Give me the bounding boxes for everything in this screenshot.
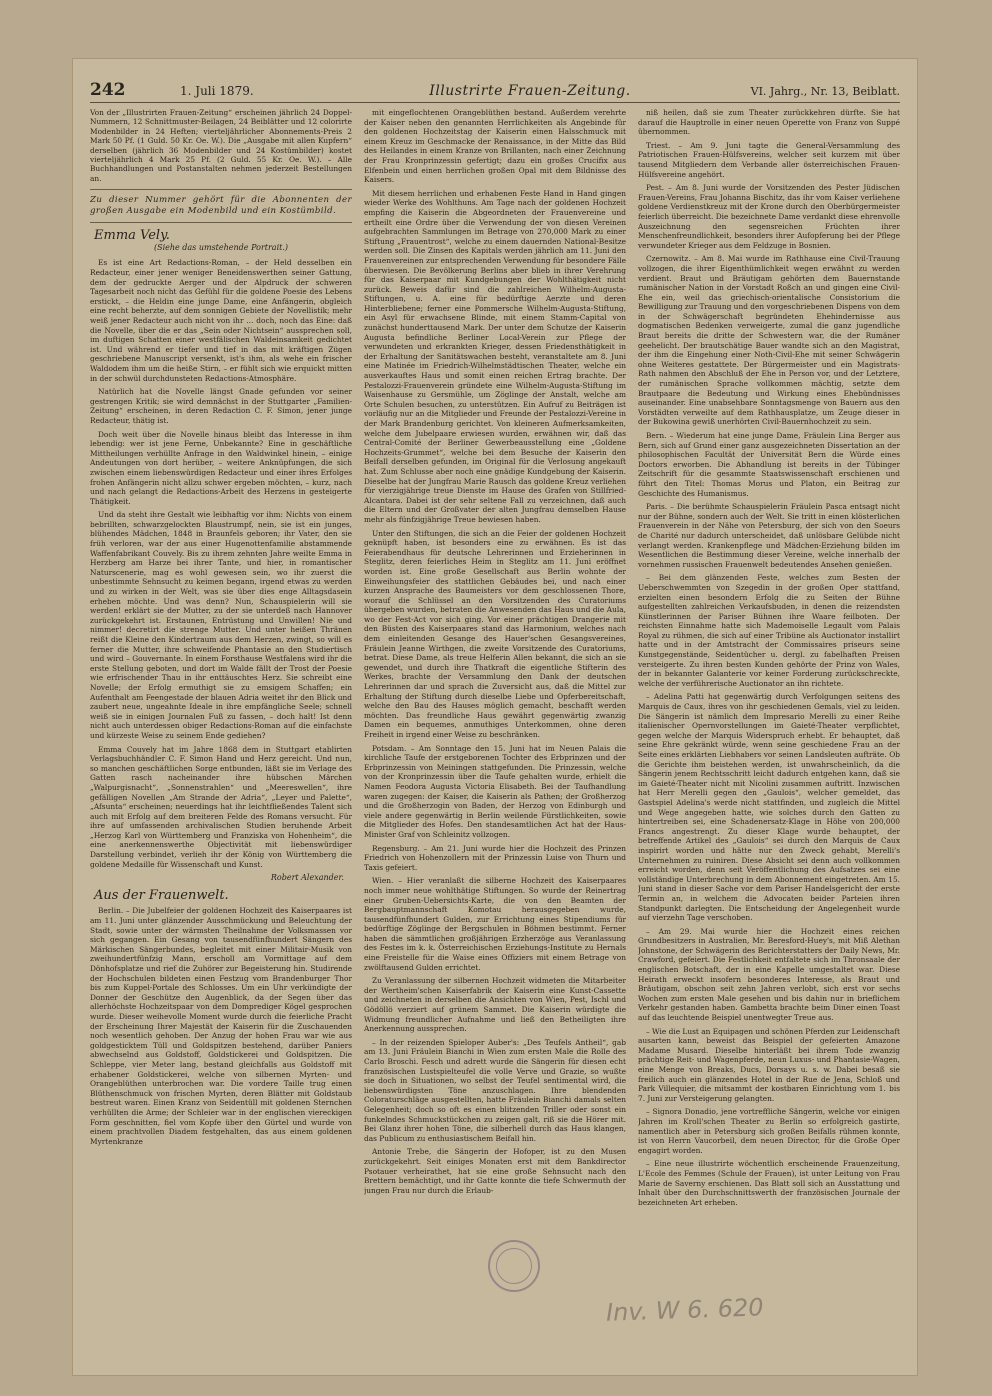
- paragraph: Berlin. – Die Jubelfeier der goldenen Hochzeit des Kaiserpaares ist am 11. Juni unter glänzender Ausschmückung und Beleuchtung der Stadt, sowie unter der wärmsten Theilnahme der Volksmassen vor sich gegangen. Ein Gesang von tausendfünfhundert Sängern des Märkischen Sängerbundes, begleitet mit einer Militair-Musik von zweihundertfünfzig Mann, erscholl am Vormittage auf dem Dönhofsplatze und rief die Zuhörer zur Begeisterung hin. Studirende der Hochschulen bildeten einen Festzug vom Brandenburger Thor bis zum Kuppel-Portale des Schlosses. Um ein Uhr verkündigte der Donner der Geschütze den Augenblick, da der Segen über das allerhöchste Hochzeitspaar von dem Domprediger Kögel gesprochen wurde. Dieser weihevolle Moment wurde durch die feierliche Pracht der Erscheinung Ihrer Majestät der Kaiserin für die Zuschauenden noch wesentlich gehoben. Der Anzug der hohen Frau war wie aus goldgesticktem Tüll und Goldspitzen bestehend, darüber Paniers abwechselnd aus Goldstoff, Goldstickerei und Goldspitzen. Die Schleppe, vier Meter lang, bestand gleichfalls aus Goldstoff mit erhabener Goldstickerei, welche von silbernen Myrten- und Orangeblüthen unterbrochen war. Die vordere Taille trug einen Blüthenschmuck von frischen Myrten, deren Blätter mit Goldstaub bestreut waren. Einen Kranz von Seidentüll mit goldenen Sternchen verhüllten die Arme; der Schleier war in der englischen viereckigen Form geschnitten, fiel vom Kopfe über den Gürtel und wurde von einem prachtvollen Diadem festgehalten, das aus einem goldenen Myrtenkranze: [90, 906, 352, 1146]
- paragraph: Unter den Stiftungen, die sich an die Feier der goldenen Hochzeit geknüpft haben, ist besonders eine zu erwähnen. Es ist das Feierabendhaus für deutsche Lehrerinnen und Erzieherinnen in Steglitz, deren feierliches Heim in Steglitz am 11. Juni eröffnet worden ist. Eine große Gesellschaft aus Berlin wohnte der Einweihungsfeier des stattlichen Gebäudes bei, und nach einer kurzen Ansprache des Baumeisters vor dem geschlossenen Thore, worauf die Schlüssel an den Vorsitzenden des Curatoriums übergeben wurden, betraten die Anwesenden das Haus und die Aula, wo der Fest-Act vor sich ging. Vor einer prächtigen Drangerie mit den Büsten des Kaiserpaares stand das Harmonium, welches nach dem einleitenden Gesange des Hauer'schen Gesangsvereines, Fräulein Jeanne Wirthgen, die zweite Vorsitzende des Curatoriums, betrat. Diese Dame, als treue Helferin Allen bekannt, die sich an sie gewendet, und durch ihre Thatkraft die eigentliche Stifterin des Werkes, brachte der Versammlung den Dank der deutschen Lehrerinnen dar und sprach die Zuversicht aus, daß die Mittel zur Erhaltung der Stiftung durch dieselbe Liebe und Opferbereitschaft, welche den Bau des Hauses möglich gemacht, beschafft werden möchten. Das freundliche Haus gewährt gegenwärtig zwanzig Damen ein bequemes, anmuthiges Unterkommen, ohne deren Freiheit in irgend einer Weise zu beschränken.: [364, 528, 626, 739]
- newspaper-page: [72, 58, 918, 1376]
- library-stamp-icon: [488, 1240, 540, 1292]
- paragraph: – Eine neue illustrirte wöchentlich erscheinende Frauenzeitung, L'Ecole des Femmes (Schule der Frauen), ist unter Leitung von Frau Marie de Saverny erschienen. Das Blatt soll sich an Ausstattung und Inhalt über den Durchschnittswerth der französischen Journale der bezeichneten Art erheben.: [638, 1159, 900, 1207]
- stamp-ring: [496, 1248, 532, 1284]
- paragraph: Czernowitz. – Am 8. Mai wurde im Rathhause eine Civil-Trauung vollzogen, die ihrer Eigenthümlichkeit wegen erwähnt zu werden verdient. Braut und Bräutigam gehörten dem Bauernstande rumänischer Nation in der Vorstadt Roßch an und gingen eine Civil-Ehe ein, weil das griechisch-orientalische Consistorium die Bewilligung zur Trauung und den vorgeschriebenen Dispens von dem in der Schwägerschaft begründeten Ehehindernisse aus dogmatischen Bedenken verweigerte, zumal die ganz jugendliche Braut bereits die dritte der Schwestern war, die der Rumäner geehelicht. Der brautschätige Bauer wandte sich an den Magistrat, der ihm die Eingehung einer Noth-Civil-Ehe mit seiner Schwägerin ohne Weiteres gestattete. Der Bürgermeister und ein Magistrats-Rath nahmen den Abschluß der Ehe in Person vor, und der Letztere, der rumänischen Sprache vollkommen mächtig, setzte dem Brautpaare die Bedeutung und Wirkung eines Ehebündnisses auseinander. Eine unabsehbare Sonntagsmenge von Bauern aus den Vorstädten verweilte auf dem Rathhausplatze, um Zeuge dieser in der Bukowina gewiß unerhörten Civil-Bauernhochzeit zu sein.: [638, 254, 900, 427]
- paragraph: Zu Veranlassung der silbernen Hochzeit widmeten die Mitarbeiter der Wertheim'schen Kaiserfabrik der Kaiserin eine Kunst-Cassette und zeichneten in derselben die Ansichten von Wien, Pest, Ischl und Gödöllö verziert auf grünem Sammet. Die Kaiserin würdigte die Widmung freundlicher Aufnahme und ließ den Betheiligten ihre Anerkennung aussprechen.: [364, 976, 626, 1034]
- column-left: [90, 108, 352, 1356]
- paragraph: Wien. – Hier veranlaßt die silberne Hochzeit des Kaiserpaares noch immer neue wohlthätige Stiftungen. So wurde der Reinertrag einer Gruben-Uebersichts-Karte, die von den Beamten der Bergbauptmannschaft Komotau herausgegeben wurde, tausendfünfhundert Gulden, zur Errichtung eines Stipendiums für bedürftige Zöglinge der Bergschulen in Böhmen bestimmt. Ferner haben die sämmtlichen großjährigen Erzherzöge aus Veranlassung des Festes im k. k. Österreichischen Erziehungs-Institute zu Hernals eine Freistelle für die Waise eines Offiziers mit einem Betrage von zwölftausend Gulden errichtet.: [364, 876, 626, 972]
- paragraph: – Bei dem glänzenden Feste, welches zum Besten der Ueberschwemmten von Szegedin in der großen Oper stattfand, erzielten einen besondern Erfolg die zu Seiten der Bühne aufgestellten zahlreichen Verkaufsbuden, in denen die reizendsten Künstlerinnen der Pariser Bühnen ihre Waare feilboten. Der reichsten Einnahme hatte sich Mademoiselle Legault vom Palais Royal zu rühmen, die sich auf einer Tribüne als Auctionator installirt hatte und in der Amtstracht der Commissaires priseurs seine Kunstgegenstände, Seidentücher u. dergl. zu fabelhaften Preisen versteigerte. Zu ihren besten Kunden gehörte der Prinz von Wales, der in bekannter Galanterie vor keiner Forderung zurückschreckte, welche der verführerische Auctionator an ihn richtete.: [638, 573, 900, 688]
- paragraph: Bern. – Wiederum hat eine junge Dame, Fräulein Lina Berger aus Bern, sich auf Grund einer ganz ausgezeichneten Dissertation an der philosophischen Facultät der Universität Bern die Würde eines Doctors erworben. Die Abhandlung ist bereits in der Tübinger Zeitschrift für die gesammte Staatswissenschaft erschienen und führt den Titel: Thomas Morus und Platon, ein Beitrag zur Geschichte des Humanismus.: [638, 431, 900, 498]
- paragraph: Doch weit über die Novelle hinaus bleibt das Interesse in ihm lebendig: wer ist jene Ferne, Unbekannte? Eine in geschäftliche Mittheilungen verhüllte Anfrage in den Waldwinkel hinein, – einige Andeutungen von dort herüber, – weitere Anknüpfungen, die sich zwischen einem liebenswürdigen Redacteur und einer ihres Erfolges frohen Anfängerin nicht allzu schwer ergeben möchten, – kurz, nach und nach gelangt die Redactions-Arbeit des Herzens in gesteigerte Thätigkeit.: [90, 429, 352, 506]
- paragraph: Es ist eine Art Redactions-Roman, – der Held desselben ein Redacteur, einer jener weniger Beneidenswerthen seiner Gattung, dem der gedruckte Aerger und der Alpdruck der schweren Tagesarbeit noch nicht das Gefühl für die goldene Poesie des Lebens erstickt, – die Heldin eine junge Dame, eine Anfängerin, obgleich eine recht beherzte, auf dem sonnigen Gebiete der Novellistik; mehr weiß jener Redacteur auch nicht von ihr … doch, noch das Eine: daß die Novelle, über die er das „Sein oder Nichtsein“ aussprechen soll, im duftigen Schatten einer westfälischen Waldeinsamkeit gedichtet ist. Und während er tiefer und tief in das mit kräftigen Zügen geschriebene Manuscript versenkt, ist's ihm, als wehe ein frischer Waldodem ihm um die heiße Stirn, – er fühlt sich wie erquickt mitten in der schwül durchdunsteten Redactions-Atmosphäre.: [90, 258, 352, 383]
- paragraph: Und da steht ihre Gestalt wie leibhaftig vor ihm: Nichts von einem bebrillten, schwarzgelockten Blaustrumpf, nein, sie ist ein junges, blühendes Mädchen, 1848 in Braunfels geboren; ihr Vater, den sie früh verloren, war der aus einer Hugenottenfamilie abstammende Waffenfabrikant Couvely. Bis zu ihrem zehnten Jahre weilte Emma in Herzberg am Harze bei ihrer Tante, und hier, in romantischer Naturscenerie, mag es wohl gewesen sein, wo ihr zuerst die unbestimmte Sehnsucht zu keimen begann, irgend etwas zu werden und zu wirken in der Welt, was sie über dies enge Alltagsdasein erheben möchte. Und was denn? Nun, Schauspielerin will sie werden! erklärt sie der Mutter, zu der sie unterdeß nach Hannover zurückgekehrt ist. Erstaunen, Entrüstung und Unwillen! Nie und nimmer! decretirt die strenge Mutter. Und unter heißen Thränen reißt die Kleine den Kindertraum aus dem Herzen, zwingt, so will es ferner die Mutter, ihre schweifende Phantasie an den Studiertisch und wird – Gouvernante. In einem Forsthause Westfalens wird ihr die erste Stellung geboten, und dort im Walde fällt der Trost der Poesie wie erfrischender Thau in ihr enttäuschtes Herz. Sie schreibt eine Novelle; der Erfolg ermuthigt sie zu emsigem Schaffen; ein Aufenthalt am Feengestade der blauen Adria weitet ihr den Blick und zaubert neue, ungeahnte Ideale in ihre empfängliche Seele; schnell weiß sie in einigen Journalen Fuß zu fassen, – doch halt! Ist denn nicht auch unterdessen obiger Redactions-Roman auf die einfachste und kürzeste Weise zu seinem Ende gediehen?: [90, 510, 352, 740]
- page-number: 242: [90, 80, 126, 100]
- paragraph: Emma Couvely hat im Jahre 1868 dem in Stuttgart etablirten Verlagsbuchhändler C. F. Simon Hand und Herz gereicht. Und nun, so manchen geschäftlichen Sorge entbunden, läßt sie im Verlage des Gatten rasch nacheinander ihre hübschen Märchen „Walpurgisnacht“, „Sonnenstrahlen“ und „Meereswellen“, ihre gefälligen Novellen „Am Strande der Adria“, „Leyer und Palette“, „Afsunta“ erscheinen; neuerdings hat ihr leichtfließendes Talent sich auch mit Erfolg auf dem breiteren Felde des Romans versucht. Für ihre auf umfassenden archivalischen Studien beruhende Arbeit „Herzog Karl von Württemberg und Franziska von Hohenheim“, die eine anerkennenswerthe Objectivität mit liebenswürdiger Darstellung verbindet, verlieh ihr der König von Württemberg die goldene Medaille für Wissenschaft und Kunst.: [90, 744, 352, 869]
- article-title-emma-vely: Emma Vely.: [94, 228, 170, 244]
- paragraph: Pest. – Am 8. Juni wurde der Vorsitzenden des Pester Jüdischen Frauen-Vereins, Frau Johanna Bischitz, das ihr vom Kaiser verliehene goldene Verdienstkreuz mit der Krone durch den Oberbürgermeister feierlich überreicht. Die bezeichnete Dame verdankt diese ehrenvolle Auszeichnung den segensreichen Früchten ihrer Menschenfreundlichkeit, besonders ihrer Aufopferung bei der Pflege verwundeter Krieger aus dem Feldzuge in Bosnien.: [638, 183, 900, 250]
- column-right: [638, 108, 900, 1356]
- paragraph: – Adelina Patti hat gegenwärtig durch Verfolgungen seitens des Marquis de Caux, ihres von ihr geschiedenen Gemals, viel zu leiden. Die Sängerin ist nämlich dem Impresario Merelli zu einer Reihe italienischer Opernvorstellungen im Gaieté-Theater verpflichtet, gegen welche der Marquis Widerspruch erhebt. Er behauptet, daß seine Ehre gekränkt würde, wenn seine geschiedene Frau an der Seite eines erklärten Liebhabers vor seinen Landsleuten aufträte. Ob die Gerichte ihm beistehen werden, ist unwahrscheinlich, da die Sängerin jenem Rechtsschritt leicht dadurch entgehen kann, daß sie im Gaieté-Theater nicht mit Nicolini zusammen auftritt. Inzwischen hat Herr Merelli gegen den „Gaulois“, welcher gemeldet, das Gastspiel Adelina's werde nicht stattfinden, und zugleich die Mittel und Wege angegeben hatte, wie solches durch den Gatten zu hintertreiben sei, eine Schadenersatz-Klage in Höhe von 200,000 Francs angestrengt. Zu dieser Klage wurde behauptet, der betreffende Artikel des „Gaulois“ sei durch den Marquis de Caux inspirirt worden und hätte nur den Zweck gehabt, Merelli's Unternehmen zu ruiniren. Diese Absicht sei denn auch vollkommen erreicht worden, denn seit Veröffentlichung des Aufsatzes sei eine vollständige Unterbrechung in dem Abonnement eingetreten. Am 15. Juni stand in dieser Sache vor dem Pariser Handelsgericht der erste Termin an, in welchem die Advocaten beider Parteien ihren Standpunkt darlegten. Die Entscheidung der Angelegenheit wurde auf vierzehn Tage verschoben.: [638, 692, 900, 923]
- paragraph: Antonie Trebe, die Sängerin der Hofoper, ist zu den Musen zurückgekehrt. Seit einiges Monaten erst mit dem Bankdirector Psotauer verheirathet, hat sie eine große Sehnsucht nach den Brettern bemächtigt, und ihr Gatte konnte die tiefe Schwermuth der jungen Frau nur durch die Erlaub-: [364, 1147, 626, 1195]
- paragraph: niß heilen, daß sie zum Theater zurückkehren dürfte. Sie hat darauf die Hauptrolle in einer neuen Operette von Franz von Suppé übernommen.: [638, 108, 900, 137]
- paragraph: Mit diesem herrlichen und erhabenen Feste Hand in Hand gingen wieder Werke des Wohlthuns. Am Tage nach der goldenen Hochzeit empfing die Kaiserin die Abgeordneten der Frauenvereine und ertheilt eine Ordre über die Verwendung der von diesen Vereinen aufgebrachten Sammlungen im Betrage von 270,000 Mark zu einer Stiftung „Frauentrost“, welche zu einem dauernden National-Besitze werden soll. Die Zinsen des Kapitals werden jährlich am 11. Juni den Frauenvereinen zur entsprechenden Verwendung für besondere Fälle überwiesen. Die Bevölkerung Berlins aber blieb in ihrer Verehrung für das Kaiserpaar mit Kundgebungen der Wohlthätigkeit nicht zurück. Beweis dafür sind die zahlreichen Wilhelm-Augusta-Stiftungen, u. A. eine für bedürftige Aerzte und deren Hinterbliebene; ferner eine Pommersche Wilhelm-Augusta-Stiftung, ein Asyl für erwachsene Blinde, mit einem Stamm-Capital von zunächst hunderttausend Mark. Der unter dem Schutze der Kaiserin Augusta befindliche Berliner Local-Verein zur Pflege der verwundeten und erkrankten Krieger, dessen Friedensthätigkeit in der Erhaltung der Sanitätswachen besteht, veranstaltete am 8. Juni eine Matinée im Friedrich-Wilhelmstädtischen Theater, welche ein ausverkauftes Haus und somit einen reichen Ertrag brachte. Der Pestalozzi-Frauenverein gründete eine Wilhelm-Augusta-Stiftung im Waisenhause zu Gersmühle, um Zöglinge der Anstalt, welche am Orte Schulen besuchen, zu unterstützen. Ein Aufruf zu Beiträgen ist vorläufig nur an die Mitglieder und Freunde der Pestalozzi-Vereine in der Mark Brandenburg gerichtet. Von kleineren Aufmerksamkeiten, welche dem Jubelpaare erwiesen wurden, erwähnen wir, daß das Central-Comité der Berliner Gewerbeausstellung eine „Goldene Hochzeits-Grummet“, welche bei dem Besuche der Kaiserin den Beifall derselben gefunden, im Original für die Verlosung angekauft hat. Zum Schlusse aber noch eine gnädige Kundgebung der Kaiserin. Dieselbe hat der Jungfrau Marie Rausch das goldene Kreuz verliehen für vierzigjährige treue Dienste im Hause des Grafen von Stillfried-Alcantara. Dabei ist der sehr seltene Fall zu verzeichnen, daß auch die Eltern und der Großvater der alten Jungfrau demselben Hause mehr als fünfzigjährige Treue bewiesen haben.: [364, 188, 626, 524]
- paragraph: Paris. – Die berühmte Schauspielerin Fräulein Pasca entsagt nicht nur der Bühne, sondern auch der Welt. Sie tritt in einen klösterlichen Frauenverein in der Nähe von Petersburg, der sich von den Soeurs de Charité nur dadurch unterscheidet, daß unlösbare Gelübde nicht verlangt werden. Krankenpflege und Mädchen-Erziehung bilden im Wesentlichen die Bestimmung dieser Vereine, welche innerhalb der vornehmen russischen Frauenwelt bedeutendes Ansehen genießen.: [638, 502, 900, 569]
- paragraph: – Am 29. Mai wurde hier die Hochzeit eines reichen Grundbesitzers in Australien, Mr. Beresford-Huey's, mit Miß Alethan Johnstone, der Schwägerin des Berichterstatters der Daily News, Mr. Crawford, gefeiert. Die Festlichkeit entfaltete sich im Thronsaale der englischen Botschaft, der in eine Kapelle umgestaltet war. Diese Heirath erweckt insofern besonderes Interesse, als Braut und Bräutigam, obschon seit zehn Jahren verlobt, sich erst vor sechs Wochen zum ersten Male gesehen und bis dahin nur in brieflichem Verkehr gestanden haben. Gambetta brachte beim Diner einen Toast auf das leuchtende Beispiel unentwegter Treue aus.: [638, 926, 900, 1023]
- paragraph: – Signora Donadio, jene vortreffliche Sängerin, welche vor einigen Jahren im Kroll'schen Theater zu Berlin so erfolgreich gastirte, namentlich aber in Petersburg sich großen Beifalls rühmen konnte, ist von Herrn Vaucorbeil, dem neuen Director, für die Große Oper engagirt worden.: [638, 1107, 900, 1155]
- paragraph: Regensburg. – Am 21. Juni wurde hier die Hochzeit des Prinzen Friedrich von Hohenzollern mit der Prinzessin Luise von Thurn und Taxis gefeiert.: [364, 843, 626, 872]
- article-subtitle: (Siehe das umstehende Portrait.): [153, 242, 289, 252]
- article-title-frauenwelt: Aus der Frauenwelt.: [94, 887, 229, 903]
- paragraph: mit eingeflochtenen Orangeblüthen bestand. Außerdem verehrte der Kaiser neben den genannten Herrlichkeiten als Angebinde für den goldenen Hochzeitstag der Kaiserin einen Halsschmuck mit einem Kreuz im Geschmacke der Renaissance, in der Mitte das Bild des Heilandes in einem Kranze von Brillanten, nach einer Zeichnung der Frau Kronprinzessin gefertigt; dazu ein großes Crucifix aus Elfenbein und einen herrlichen großen Opal mit dem Bildnisse des Kaisers.: [364, 108, 626, 185]
- page-header: [90, 80, 900, 100]
- paragraph: – In der reizenden Spieloper Auber's: „Des Teufels Antheil“, gab am 13. Juni Fräulein Bianchi in Wien zum ersten Male die Rolle des Carlo Broschi. Fesch und adrett wurde die Sängerin für diesen echt französischen Lustspielteufel die volle Verve und Grazie, so wußte sie doch in Situationen, wo selbst der Teufel sentimental wird, die liebenswürdigsten Töne anzuschlagen. Ihre blendenden Coloraturschläge ausgestellten, hatte Fräulein Bianchi damals selten Gelegenheit; doch so oft es einen blitzenden Triller oder sonst ein funkelndes Schmuckstückchen zu zeigen galt, riß sie die Hörer mit. Bei Glanz ihrer hohen Töne, die silberhell durch das Haus klangen, das Publicum zu enthusiastischem Beifall hin.: [364, 1037, 626, 1143]
- text-columns: [90, 108, 900, 1356]
- issue-info: VI. Jahrg., Nr. 13, Beiblatt.: [750, 85, 900, 98]
- paragraph: Potsdam. – Am Sonntage den 15. Juni hat im Neuen Palais die kirchliche Taufe der erstgeborenen Tochter des Erbprinzen und der Erbprinzessin von Meiningen stattgefunden. Die Prinzessin, welche von der Kronprinzessin über die Taufe gehalten wurde, erhielt die Namen Feodora Augusta Victoria Elisabeth. Bei der Taufhandlung waren zugegen: der Kaiser, die Kaiserin als Pathen; der Großherzog und die Großherzogin von Baden, der Herzog von Edinburgh und viele andere gegenwärtig in Berlin weilende Fürstlichkeiten, sowie die Mitglieder des Hofes. Den standesamtlichen Act hat der Haus-Minister Graf von Schleinitz vollzogen.: [364, 743, 626, 839]
- supplement-notice: Zu dieser Nummer gehört für die Abonnenten der großen Ausgabe ein Modenbild und ein Kostümbild.: [90, 189, 352, 223]
- subscription-info: Von der „Illustrirten Frauen-Zeitung“ erscheinen jährlich 24 Doppel-Nummern, 12 Schnittmuster-Beilagen, 24 Beiblätter und 12 colorirte Modenbilder in 24 Heften; vierteljährlicher Abonnements-Preis 2 Mark 50 Pf. (1 Guld. 50 Kr. Oe. W.). Die „Ausgabe mit allen Kupfern“ derselben (jährlich 36 Modenbilder und 24 Kostümbilder) kostet vierteljährlich 4 Mark 25 Pf. (2 Guld. 55 Kr. Oe. W.). – Alle Buchhandlungen und Postanstalten nehmen jederzeit Bestellungen an.: [90, 108, 352, 183]
- author-signature: Robert Alexander.: [270, 873, 344, 883]
- paragraph: – Wie die Lust an Equipagen und schönen Pferden zur Leidenschaft ausarten kann, beweist das Beispiel der gefeierten Amazone Madame Musard. Dieselbe hinterläßt bei ihrem Tode zwanzig prächtige Reit- und Wagenpferde, neun Luxus- und Phantasie-Wagen, eine Menge von Breaks, Ducs, Dorsays u. s. w. Dabei besaß sie freilich auch ein glänzendes Hotel in der Rue de Jena, Schloß und Park Villequier, die mitsammt der kostbaren Einrichtung vom 1. bis 7. Juni zur Versteigerung gelangten.: [638, 1026, 900, 1103]
- header-rule: [90, 102, 900, 103]
- paragraph: Natürlich hat die Novelle längst Gnade gefunden vor seiner gestrengen Kritik; sie wird demnächst in der Stuttgarter „Familien-Zeitung“ erscheinen, in deren Redaction C. F. Simon, jener junge Redacteur, thätig ist.: [90, 387, 352, 425]
- masthead: Illustrirte Frauen-Zeitung.: [429, 83, 631, 99]
- issue-date: 1. Juli 1879.: [180, 84, 254, 98]
- column-middle: [364, 108, 626, 1356]
- inventory-pencil-note: Inv. W 6. 620: [605, 1293, 764, 1327]
- paragraph: Triest. – Am 9. Juni tagte die General-Versammlung des Patriotischen Frauen-Hülfsvereins, welcher seit kurzem mit über tausend Mitgliedern dem Verbande aller österreichischen Frauen-Hülfsvereine angehört.: [638, 140, 900, 179]
